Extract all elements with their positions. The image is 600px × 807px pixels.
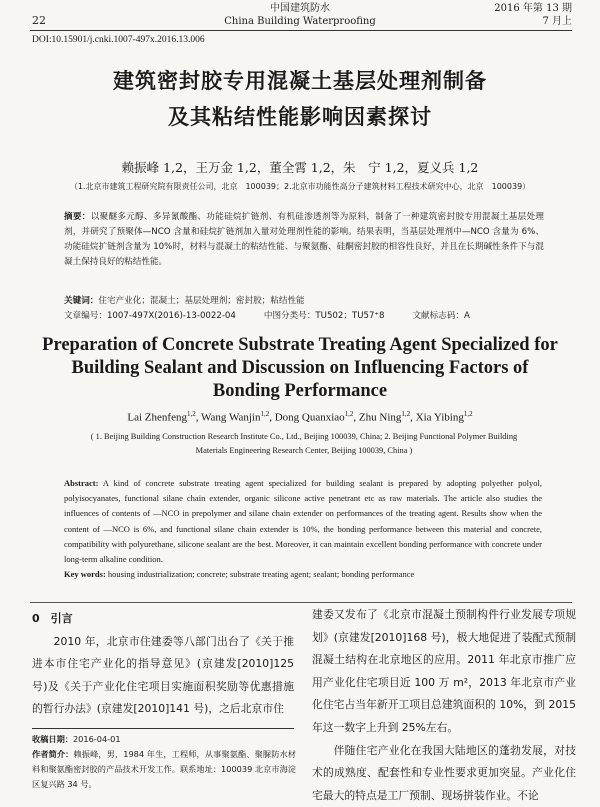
author-en-3: Dong Quanxiao — [274, 411, 345, 424]
article-number: 文章编号：1007-497X(2016)-13-0022-04 — [64, 311, 236, 321]
body-column-left — [32, 608, 294, 721]
keywords-cn-label: 关键词： — [64, 296, 99, 306]
doi: DOI:10.15901/j.cnki.1007-497x.2016.13.006 — [32, 35, 205, 45]
abstract-en-text: A kind of concrete substrate treating agent specialized for building sealant is prepared by adopting polyether polyol, polyisocyanates, functional silane chain extender, organic silicone active penetrant etc as raw materials. The article also studies the influences of contents of —NCO in prepolymer and silane chain extender on performances of the treating agent. Results show when the content of —NCO is 6%, and functional silane chain extender is 10%, the bonding performance between this material and concrete, compatibility with polyurethane, silicone sealant are the best. Moreover, it can maintain excellent bonding performance with concrete under long-term alkaline condition. — [64, 478, 543, 565]
issue-month: 7 月上 — [542, 16, 572, 27]
authors-cn: 赖振峰 1,2，王万金 1,2，董全霄 1,2，朱 宁 1,2，夏义兵 1,2 — [121, 160, 479, 175]
header-rule — [30, 30, 572, 31]
section-divider — [30, 602, 572, 603]
keywords-en-text: housing industrialization; concrete; substrate treating agent; sealant; bonding performance — [107, 569, 415, 580]
intro-paragraph-left: 2010 年，北京市住建委等八部门出台了《关于推进本市住宅产业化的指导意见》(京建发[2010]125 号)及《关于产业化住宅项目实施面积奖励等优惠措施的暂行办法》(京建发[2010]141 号)，之后北京市住 — [32, 634, 294, 716]
page-number: 22 — [32, 14, 46, 27]
document-code: 文献标志码：A — [412, 311, 470, 321]
abstract-cn-label: 摘要： — [64, 212, 91, 222]
author-en-5: Xia Yibing — [415, 411, 464, 424]
clc-number: 中图分类号：TU502；TU57⁺8 — [263, 311, 385, 321]
affiliation-en: ( 1. Beijing Building Construction Research Institute Co., Ltd., Beijing 100039, China; 2. Beijing Functional Polymer Building Materials Engineering Research Center, Beijing 100039, China ) — [90, 432, 518, 455]
author-info: 赖振峰，男，1984 年生，工程师，从事聚氨酯、聚脲防水材料和聚氨酯密封胶的产品技术开发工作。联系地址：100039 北京市海淀区复兴路 34 号。 — [32, 749, 296, 789]
title-cn-line1: 建筑密封胶专用混凝土基层处理剂制备 — [113, 69, 487, 93]
intro-paragraph-right-1: 建委又发布了《北京市混凝土预制构件行业发展专项规划》(京建发[2010]168 号)，极大地促进了装配式预制混凝土结构在北京地区的应用。2011 年北京市推广应用产业化住宅项目近 100 万 m²，2013 年北京市产业化住宅占当年新开工项目总建筑面积的 10%，到 2015 年这一数字上升到 25%左右。 — [312, 608, 576, 734]
author-info-label: 作者简介： — [32, 749, 74, 759]
abstract-en-label: Abstract: — [64, 478, 99, 488]
received-date: 2016-04-01 — [72, 734, 121, 744]
title-cn-line2: 及其粘结性能影响因素探讨 — [168, 105, 432, 129]
keywords-cn-text: 住宅产业化；混凝土；基层处理剂；密封胶；粘结性能 — [98, 296, 305, 306]
issue-year: 2016 年第 13 期 — [494, 3, 572, 14]
title-en-line1: Preparation of Concrete Substrate Treating Agent Specialized for — [42, 335, 558, 355]
affiliation-cn: （1.北京市建筑工程研究院有限责任公司，北京 100039；2.北京市功能性高分子建筑材料工程技术研究中心，北京 100039） — [69, 182, 531, 191]
title-en-line3: Bonding Performance — [212, 381, 388, 401]
received-label: 收稿日期： — [32, 734, 73, 744]
title-en-line2: Building Sealant and Discussion on Influencing Factors of — [71, 358, 529, 378]
issue-info — [494, 2, 572, 28]
authors-en: Lai Zhenfeng$^{1,2}$, Wang Wanjin$^{1,2}$, Dong Quanxiao$^{1,2}$, Zhu Ning$^{1,2}$, Xia Yibing$^{1,2}$ — [127, 410, 473, 424]
author-sup: 1,2 — [463, 410, 473, 418]
intro-paragraph-right-2: 伴随住宅产业化在我国大陆地区的蓬勃发展，对技术的成熟度、配套性和专业性要求更加突显。产业化住宅最大的特点是工厂预制、现场拼装作业。不论 — [312, 743, 576, 802]
abstract-cn-text: 以聚醚多元醇、多异氰酸酯、功能硅烷扩链剂、有机硅渗透剂等为原料，制备了一种建筑密封胶专用混凝土基层处理剂，并研究了预聚体—NCO 含量和硅烷扩链剂加入量对处理剂性能的影响。结果表明，当基层处理剂中—NCO 含量为 6%、功能硅烷扩链剂含量为 10%时，材料与混凝土的粘结性能、与聚氨酯、硅酮密封胶的相容性良好，并且在长期碱性条件下与混凝土保持良好的粘结性能。 — [64, 212, 544, 267]
author-sup: 1,2 — [344, 410, 354, 418]
author-sup: 1,2 — [401, 410, 411, 418]
footnote-rule — [32, 728, 294, 729]
author-en-1: Lai Zhenfeng — [127, 411, 187, 424]
journal-name-en: China Building Waterproofing — [224, 16, 376, 27]
footnote — [32, 732, 296, 792]
section-heading: 0 引言 — [32, 612, 73, 625]
author-en-4: Zhu Ning — [358, 411, 402, 424]
author-en-2: Wang Wanjin — [201, 411, 261, 424]
journal-name-cn: 中国建筑防水 — [270, 3, 330, 14]
article-meta — [64, 309, 544, 324]
keywords-en-label: Key words: — [64, 569, 106, 580]
abstract-cn — [64, 210, 544, 270]
author-sup: 1,2 — [260, 410, 270, 418]
keywords-cn — [64, 294, 544, 309]
body-column-right — [312, 604, 576, 807]
author-sup: 1,2 — [186, 410, 196, 418]
abstract-en — [64, 476, 542, 582]
